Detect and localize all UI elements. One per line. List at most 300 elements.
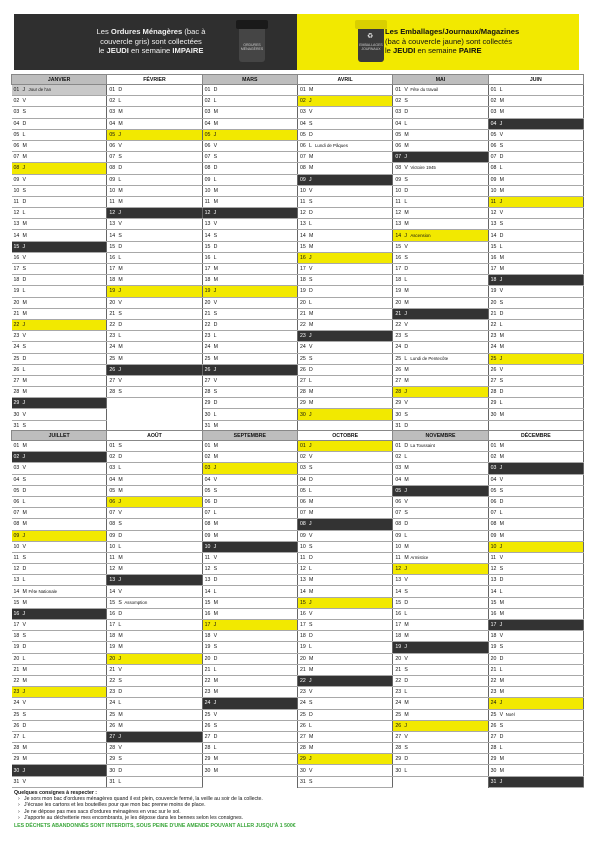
- hw-line3c: en semaine: [128, 46, 173, 56]
- weekday-letter: L: [308, 644, 312, 651]
- weekday-letter: L: [308, 143, 312, 150]
- day-number: 30: [395, 411, 402, 418]
- weekday-letter: M: [499, 678, 504, 685]
- calendar-row: [12, 541, 584, 552]
- weekday-letter: M: [22, 154, 27, 161]
- day-cell: [297, 163, 392, 174]
- day-cell: [297, 687, 392, 698]
- yellow-bin-label: EMBALLAGES JOURNAUX: [359, 43, 383, 51]
- weekday-letter: V: [308, 454, 313, 461]
- day-cell: [393, 720, 488, 731]
- day-number: 22: [395, 678, 402, 685]
- day-cell: [202, 765, 297, 776]
- weekday-letter: D: [213, 400, 218, 407]
- month-header: JUIN: [488, 75, 583, 85]
- day-cell: [393, 530, 488, 541]
- day-cell: [393, 765, 488, 776]
- day-cell: [297, 129, 392, 140]
- month-header: JUILLET: [12, 431, 107, 441]
- calendar-second-half: [11, 430, 584, 788]
- day-number: 31: [395, 422, 402, 429]
- day-cell: [107, 687, 202, 698]
- weekday-letter: M: [499, 689, 504, 696]
- day-cell: [297, 720, 392, 731]
- weekday-letter: J: [213, 700, 217, 707]
- day-number: 30: [395, 767, 402, 774]
- day-number: 21: [395, 666, 402, 673]
- day-number: 17: [299, 266, 306, 273]
- day-cell: [202, 731, 297, 742]
- day-cell: [488, 129, 583, 140]
- day-cell: [107, 642, 202, 653]
- weekday-letter: D: [118, 165, 123, 172]
- day-number: 11: [13, 198, 19, 205]
- calendar-first-half: [11, 74, 584, 432]
- day-number: 15: [13, 599, 20, 606]
- weekday-letter: S: [118, 310, 122, 317]
- weekday-letter: V: [213, 476, 218, 483]
- day-cell: [488, 620, 583, 631]
- instruction-text: Je ne dépose pas mes sacs d'ordures ménagères en vrac sur le sol.: [24, 808, 181, 815]
- day-number: 30: [13, 767, 20, 774]
- day-number: 13: [299, 577, 306, 584]
- day-number: 31: [13, 778, 20, 785]
- day-number: 14: [204, 588, 211, 595]
- calendar-row: [12, 196, 584, 207]
- day-cell: [202, 743, 297, 754]
- day-number: 01: [490, 87, 497, 94]
- day-number: 07: [490, 510, 497, 517]
- weekday-letter: D: [22, 355, 27, 362]
- day-cell: [12, 754, 107, 765]
- weekday-letter: J: [118, 577, 121, 584]
- day-number: 14: [109, 232, 116, 239]
- calendar-row: [12, 474, 584, 485]
- day-number: 21: [204, 666, 211, 673]
- calendar-row: [12, 608, 584, 619]
- weekday-letter: M: [308, 733, 314, 740]
- day-cell: [12, 675, 107, 686]
- day-cell: [297, 452, 392, 463]
- weekday-letter: S: [404, 666, 408, 673]
- weekday-letter: M: [499, 411, 504, 418]
- day-cell: [297, 575, 392, 586]
- weekday-letter: S: [308, 277, 313, 284]
- day-number: 20: [13, 655, 20, 662]
- day-cell: [393, 631, 488, 642]
- weekday-letter: J: [308, 98, 312, 105]
- day-number: 04: [109, 120, 116, 127]
- day-number: 11: [204, 554, 211, 561]
- weekday-letter: L: [499, 510, 503, 517]
- day-number: 28: [109, 745, 116, 752]
- day-number: 18: [299, 277, 306, 284]
- day-cell: [488, 219, 583, 230]
- day-cell: [393, 474, 488, 485]
- calendar-row: [12, 297, 584, 308]
- day-cell: [393, 519, 488, 530]
- day-number: 04: [109, 476, 116, 483]
- day-number: 24: [109, 700, 116, 707]
- day-cell: [297, 731, 392, 742]
- day-number: 02: [13, 454, 20, 461]
- day-number: 15: [109, 599, 116, 606]
- hw-line1a: Les: [96, 27, 111, 36]
- weekday-letter: M: [213, 187, 218, 194]
- day-number: 11: [109, 198, 115, 205]
- day-cell: [107, 776, 202, 787]
- weekday-letter: D: [499, 499, 504, 506]
- weekday-letter: D: [499, 310, 504, 317]
- weekday-letter: J: [308, 254, 312, 261]
- day-number: 08: [204, 165, 211, 172]
- weekday-letter: L: [213, 98, 217, 105]
- day-cell: [107, 252, 202, 263]
- day-cell: [488, 297, 583, 308]
- day-cell: [107, 185, 202, 196]
- weekday-letter: J: [308, 521, 312, 528]
- weekday-letter: D: [499, 577, 504, 584]
- day-cell: [393, 664, 488, 675]
- weekday-letter: L: [118, 543, 122, 550]
- calendar-row: [12, 463, 584, 474]
- weekday-letter: L: [22, 577, 26, 584]
- day-number: 10: [395, 187, 402, 194]
- day-number: 18: [204, 633, 211, 640]
- day-cell: [393, 508, 488, 519]
- day-cell: [12, 765, 107, 776]
- day-number: 24: [299, 700, 306, 707]
- weekday-letter: M: [213, 689, 218, 696]
- day-cell: [107, 731, 202, 742]
- day-number: 14: [490, 232, 497, 239]
- day-number: 16: [299, 610, 306, 617]
- day-number: 25: [490, 355, 497, 362]
- day-number: 17: [109, 622, 116, 629]
- weekday-letter: S: [22, 109, 26, 116]
- day-number: 24: [13, 700, 20, 707]
- day-cell: [12, 586, 107, 597]
- day-cell: [297, 485, 392, 496]
- weekday-letter: M: [118, 187, 123, 194]
- day-cell: [202, 387, 297, 398]
- grey-bin-label: ORDURES MÉNAGÈRES: [240, 43, 264, 51]
- day-cell: [107, 530, 202, 541]
- weekday-letter: J: [213, 288, 217, 295]
- weekday-letter: J: [308, 443, 312, 450]
- weekday-letter: M: [22, 588, 27, 595]
- day-number: 25: [204, 355, 211, 362]
- weekday-letter: V: [118, 588, 122, 595]
- day-number: 04: [204, 476, 211, 483]
- weekday-letter: J: [22, 87, 26, 94]
- weekday-letter: L: [308, 487, 312, 494]
- weekday-letter: S: [22, 711, 26, 718]
- day-cell: [297, 653, 392, 664]
- day-number: 13: [204, 577, 211, 584]
- collection-banner: [14, 14, 579, 70]
- day-cell: [107, 496, 202, 507]
- day-cell: [12, 441, 107, 452]
- day-cell: [12, 452, 107, 463]
- day-cell: [393, 743, 488, 754]
- day-cell: [12, 286, 107, 297]
- day-cell: [107, 608, 202, 619]
- day-number: 05: [395, 131, 402, 138]
- weekday-letter: M: [499, 176, 504, 183]
- day-cell: [488, 743, 583, 754]
- weekday-letter: J: [22, 400, 26, 407]
- day-number: 02: [109, 98, 116, 105]
- weekday-letter: L: [118, 622, 122, 629]
- weekday-letter: S: [213, 389, 218, 396]
- weekday-letter: V: [404, 577, 408, 584]
- calendar-row: [12, 308, 584, 319]
- day-cell: [488, 196, 583, 207]
- calendar-row: [12, 375, 584, 386]
- day-number: 16: [204, 254, 211, 261]
- day-cell: [393, 129, 488, 140]
- calendar-row: [12, 96, 584, 107]
- instruction-text: J'apporte au déchetterie mes encombrants, je les dépose dans les bennes selon les consignes.: [24, 814, 243, 821]
- day-number: 27: [395, 733, 402, 740]
- weekday-letter: S: [22, 266, 26, 273]
- weekday-letter: M: [499, 344, 504, 351]
- day-cell: [393, 552, 488, 563]
- day-cell: [488, 564, 583, 575]
- weekday-letter: V: [308, 767, 313, 774]
- day-number: 22: [204, 322, 211, 329]
- weekday-letter: M: [118, 355, 123, 362]
- day-number: 08: [13, 521, 20, 528]
- day-number: 27: [299, 733, 306, 740]
- day-cell: [488, 252, 583, 263]
- day-number: 23: [13, 689, 20, 696]
- day-number: 11: [204, 198, 211, 205]
- day-cell: [107, 631, 202, 642]
- day-number: 29: [204, 400, 211, 407]
- weekday-letter: V: [499, 366, 504, 373]
- day-cell: [12, 129, 107, 140]
- weekday-letter: L: [213, 333, 217, 340]
- calendar-row: [12, 319, 584, 330]
- weekday-letter: V: [499, 711, 504, 718]
- calendar-row: [12, 586, 584, 597]
- weekday-letter: L: [118, 333, 122, 340]
- weekday-letter: M: [404, 543, 409, 550]
- weekday-letter: S: [213, 644, 218, 651]
- day-number: 20: [490, 299, 497, 306]
- day-cell: [393, 319, 488, 330]
- day-number: 10: [109, 543, 116, 550]
- day-number: 26: [490, 722, 497, 729]
- day-cell: [12, 508, 107, 519]
- calendar-row: [12, 508, 584, 519]
- day-number: 15: [395, 599, 402, 606]
- day-cell: [297, 319, 392, 330]
- day-number: 22: [395, 322, 402, 329]
- day-cell: [297, 174, 392, 185]
- rc-line3a: le: [385, 46, 394, 56]
- day-cell: [488, 387, 583, 398]
- day-number: 07: [13, 510, 20, 517]
- day-cell: [12, 743, 107, 754]
- day-cell: [12, 664, 107, 675]
- day-number: 26: [204, 722, 211, 729]
- day-number: 29: [490, 400, 497, 407]
- weekday-letter: J: [308, 176, 312, 183]
- day-number: 02: [204, 454, 211, 461]
- day-cell: [202, 620, 297, 631]
- day-number: 09: [490, 532, 497, 539]
- weekday-letter: J: [213, 622, 217, 629]
- day-number: 16: [109, 254, 116, 261]
- day-number: 17: [13, 266, 20, 273]
- holiday-label: Fête du travail: [410, 87, 439, 93]
- day-cell: [12, 608, 107, 619]
- calendar-row: [12, 185, 584, 196]
- day-cell: [488, 331, 583, 342]
- calendar-row: [12, 564, 584, 575]
- day-cell: [12, 597, 107, 608]
- day-cell: [393, 463, 488, 474]
- day-number: 29: [395, 756, 402, 763]
- weekday-letter: M: [499, 756, 504, 763]
- weekday-letter: S: [213, 566, 218, 573]
- weekday-letter: S: [404, 588, 408, 595]
- day-number: 12: [13, 210, 20, 217]
- day-cell: [202, 552, 297, 563]
- day-number: 06: [109, 143, 116, 150]
- weekday-letter: D: [22, 566, 27, 573]
- calendar-row: [12, 85, 584, 96]
- day-cell: [297, 342, 392, 353]
- weekday-letter: V: [308, 689, 313, 696]
- day-number: 03: [204, 465, 211, 472]
- day-number: 26: [395, 722, 402, 729]
- day-number: 14: [299, 588, 306, 595]
- weekday-letter: L: [213, 254, 217, 261]
- day-cell: [202, 519, 297, 530]
- weekday-letter: D: [22, 644, 27, 651]
- day-number: 01: [395, 443, 402, 450]
- weekday-letter: S: [404, 333, 408, 340]
- weekday-letter: J: [499, 778, 503, 785]
- weekday-letter: M: [118, 277, 123, 284]
- day-number: 16: [395, 254, 402, 261]
- day-number: 01: [109, 443, 116, 450]
- day-cell: [488, 353, 583, 364]
- day-cell: [107, 140, 202, 151]
- day-cell: [297, 519, 392, 530]
- day-cell: [12, 152, 107, 163]
- weekday-letter: M: [404, 476, 409, 483]
- day-number: 14: [109, 588, 116, 595]
- day-cell: [12, 698, 107, 709]
- empty-cell: [202, 776, 297, 787]
- day-number: 10: [299, 543, 306, 550]
- day-cell: [202, 452, 297, 463]
- weekday-letter: S: [499, 566, 504, 573]
- day-number: 03: [490, 465, 497, 472]
- weekday-letter: V: [499, 210, 504, 217]
- weekday-letter: M: [213, 454, 218, 461]
- day-number: 16: [109, 610, 116, 617]
- day-cell: [107, 308, 202, 319]
- day-number: 12: [13, 566, 20, 573]
- weekday-letter: M: [213, 767, 218, 774]
- calendar-row: [12, 754, 584, 765]
- weekday-letter: L: [118, 465, 122, 472]
- day-number: 17: [109, 266, 116, 273]
- weekday-letter: M: [22, 443, 27, 450]
- day-number: 12: [109, 210, 116, 217]
- weekday-letter: M: [499, 454, 504, 461]
- day-cell: [107, 720, 202, 731]
- day-number: 11: [395, 554, 401, 561]
- day-cell: [12, 387, 107, 398]
- weekday-letter: J: [22, 243, 26, 250]
- weekday-letter: L: [404, 532, 408, 539]
- weekday-letter: D: [499, 733, 504, 740]
- weekday-letter: D: [213, 165, 218, 172]
- day-number: 02: [490, 454, 497, 461]
- day-number: 05: [490, 487, 497, 494]
- weekday-letter: S: [308, 700, 313, 707]
- weekday-letter: M: [22, 143, 27, 150]
- holiday-label: Jour de l'an: [28, 87, 52, 93]
- day-cell: [297, 85, 392, 96]
- weekday-letter: S: [308, 543, 313, 550]
- weekday-letter: L: [22, 131, 26, 138]
- weekday-letter: S: [404, 510, 408, 517]
- day-number: 20: [204, 299, 211, 306]
- day-number: 25: [395, 355, 402, 362]
- day-number: 27: [109, 377, 116, 384]
- day-number: 10: [204, 187, 211, 194]
- day-cell: [393, 731, 488, 742]
- day-cell: [202, 275, 297, 286]
- day-number: 27: [490, 733, 497, 740]
- day-number: 01: [109, 87, 116, 94]
- day-cell: [12, 653, 107, 664]
- day-number: 21: [299, 666, 306, 673]
- day-number: 02: [299, 98, 306, 105]
- day-number: 17: [395, 266, 402, 273]
- day-cell: [202, 107, 297, 118]
- day-cell: [393, 364, 488, 375]
- day-cell: [297, 152, 392, 163]
- day-cell: [107, 85, 202, 96]
- weekday-letter: S: [499, 221, 504, 228]
- weekday-letter: D: [404, 344, 409, 351]
- calendar-row: [12, 720, 584, 731]
- calendar-row: [12, 485, 584, 496]
- day-number: 19: [204, 644, 211, 651]
- weekday-letter: S: [499, 377, 504, 384]
- weekday-letter: L: [213, 510, 217, 517]
- day-cell: [202, 586, 297, 597]
- day-number: 16: [490, 254, 497, 261]
- day-cell: [202, 463, 297, 474]
- weekday-letter: L: [404, 277, 408, 284]
- calendar-row: [12, 118, 584, 129]
- weekday-letter: M: [308, 400, 314, 407]
- day-cell: [202, 496, 297, 507]
- weekday-letter: D: [308, 476, 313, 483]
- weekday-letter: L: [308, 299, 312, 306]
- weekday-letter: J: [22, 689, 26, 696]
